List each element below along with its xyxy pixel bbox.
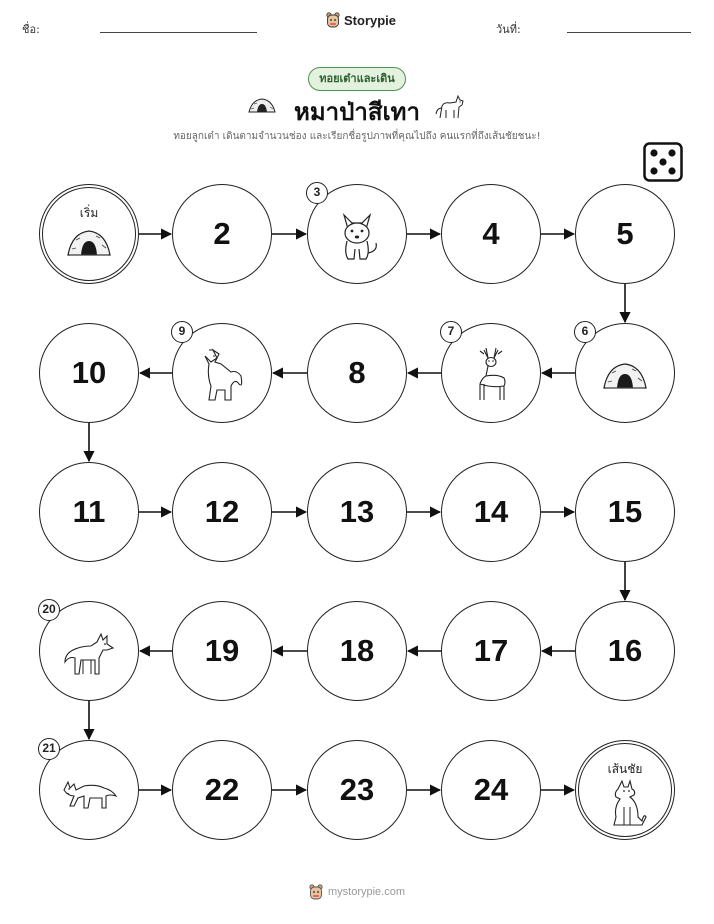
page-title: หมาป่าสีเทา <box>294 98 420 126</box>
space-number-badge: 7 <box>440 321 462 343</box>
instructions: ทอยลูกเต๋า เดินตามจำนวนช่อง และเรียกชื่อรูปภาพที่คุณไปถึง คนแรกที่ถึงเส้นชัยชนะ! <box>173 131 541 142</box>
space-number: 17 <box>473 633 509 668</box>
space-number: 15 <box>607 494 643 529</box>
board-space-16[interactable] <box>575 601 675 701</box>
space-number: 19 <box>204 633 240 668</box>
space-number-badge: 20 <box>38 599 60 621</box>
footer <box>0 884 714 900</box>
cave-icon <box>602 360 648 394</box>
space-number: 13 <box>339 494 375 529</box>
storypie-logo-icon <box>309 884 323 900</box>
footer-site[interactable]: mystorypie.com <box>327 886 406 898</box>
space-number: 8 <box>348 355 366 390</box>
space-number-badge: 3 <box>306 182 328 204</box>
space-number-badge: 6 <box>574 321 596 343</box>
board-space-20[interactable] <box>39 601 139 701</box>
space-number: 24 <box>473 772 509 807</box>
board-space-15[interactable] <box>575 462 675 562</box>
board-space-21[interactable] <box>39 740 139 840</box>
space-number: 2 <box>213 216 231 251</box>
board-space-17[interactable] <box>441 601 541 701</box>
board-space-23[interactable] <box>307 740 407 840</box>
start-label: เริ่ม <box>79 206 99 220</box>
board-space-4[interactable] <box>441 184 541 284</box>
board-space-8[interactable] <box>307 323 407 423</box>
wolf-sitting-icon <box>602 777 648 831</box>
board-space-5[interactable] <box>575 184 675 284</box>
space-number: 18 <box>339 633 375 668</box>
start-space[interactable] <box>39 184 139 284</box>
board-space-13[interactable] <box>307 462 407 562</box>
board-space-24[interactable] <box>441 740 541 840</box>
finish-label: เส้นชัย <box>607 762 643 776</box>
howling-wolf-icon <box>197 346 247 408</box>
space-number: 23 <box>339 772 375 807</box>
name-label: ชื่อ: <box>22 23 40 36</box>
board-space-9[interactable] <box>172 323 272 423</box>
board-space-22[interactable] <box>172 740 272 840</box>
space-number: 11 <box>72 494 106 529</box>
space-number: 22 <box>204 772 240 807</box>
game-type-badge: ทอยเต๋าและเดิน <box>308 67 406 91</box>
deer-icon <box>468 346 514 408</box>
space-number-badge: 21 <box>38 738 60 760</box>
wolf-prowling-icon <box>60 772 118 816</box>
space-number: 12 <box>204 494 240 529</box>
date-label: วันที่: <box>496 23 521 36</box>
space-number: 5 <box>616 216 634 251</box>
space-number: 10 <box>71 355 107 390</box>
board-space-7[interactable] <box>441 323 541 423</box>
wolf-pup-icon <box>334 209 380 267</box>
space-number-badge: 9 <box>171 321 193 343</box>
space-number: 4 <box>482 216 500 251</box>
board-space-11[interactable] <box>39 462 139 562</box>
board-space-18[interactable] <box>307 601 407 701</box>
space-number: 16 <box>607 633 643 668</box>
board-space-19[interactable] <box>172 601 272 701</box>
wolf-standing-icon <box>61 628 117 682</box>
board-space-10[interactable] <box>39 323 139 423</box>
board-space-14[interactable] <box>441 462 541 562</box>
brand-name: Storypie <box>344 12 397 28</box>
board-space-12[interactable] <box>172 462 272 562</box>
cave-icon <box>66 227 112 261</box>
board-space-6[interactable] <box>575 323 675 423</box>
board-space-3[interactable] <box>307 184 407 284</box>
finish-space[interactable] <box>575 740 675 840</box>
space-number: 14 <box>473 494 509 529</box>
board-space-2[interactable] <box>172 184 272 284</box>
